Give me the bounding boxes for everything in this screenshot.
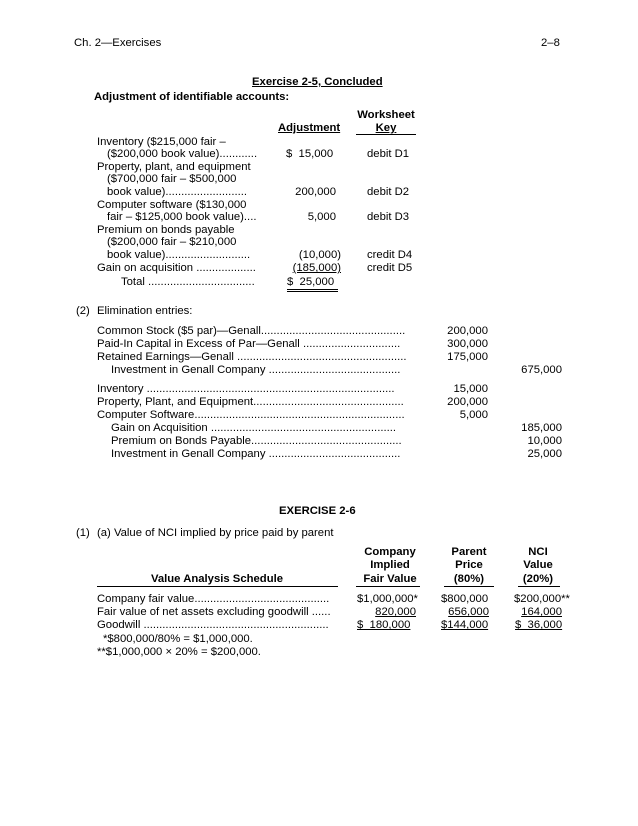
elim-entry-debit: 175,000 <box>447 351 488 363</box>
adj-row-label: ($200,000 book value)............ <box>107 148 258 160</box>
adj-row-key: credit D4 <box>367 249 413 261</box>
col3-header-line2: Value <box>523 559 553 571</box>
schedule-row-c2: $800,000 <box>441 593 489 605</box>
elim-entry-label: Paid-In Capital in Excess of Par—Genall ............................... <box>97 338 401 350</box>
adjustment-subtitle: Adjustment of identifiable accounts: <box>94 91 290 103</box>
col3-header-line1: NCI <box>528 546 548 558</box>
total-underline-2 <box>287 291 338 292</box>
col3-header-line3: (20%) <box>522 573 554 585</box>
adj-total-amount: $ 25,000 <box>287 276 335 288</box>
schedule-row-c1: $1,000,000* <box>357 593 418 605</box>
footnote-1: *$800,000/80% = $1,000,000. <box>103 633 253 645</box>
adj-row-amount: (10,000) <box>298 249 341 261</box>
schedule-row-c3: 164,000 <box>521 606 562 618</box>
adj-row-label: Gain on acquisition ................... <box>97 262 256 274</box>
elim-entry-label: Investment in Genall Company .......................................... <box>111 448 401 460</box>
ex26-item-text: (a) Value of NCI implied by price paid by parent <box>97 527 334 539</box>
elim-entry-credit: 675,000 <box>521 364 562 376</box>
adj-row-label: Premium on bonds payable <box>97 224 235 236</box>
exercise-2-5-title: Exercise 2-5, Concluded <box>252 76 383 88</box>
schedule-row-c3: $200,000** <box>514 593 570 605</box>
elim-entry-label: Inventory ............................................................................... <box>97 383 395 395</box>
adj-row-key: debit D3 <box>367 211 410 223</box>
adj-row-amount: 200,000 <box>295 186 336 198</box>
adj-row-amount: $ 15,000 <box>286 148 334 160</box>
elim-entry-debit: 200,000 <box>447 396 488 408</box>
col2-underline <box>444 586 494 587</box>
schedule-row-label: Company fair value........................................... <box>97 593 330 605</box>
adj-row-label: book value).......................... <box>107 186 248 198</box>
adj-row-label: Property, plant, and equipment <box>97 161 251 173</box>
schedule-row-c2: $144,000 <box>441 619 489 631</box>
adj-row-label: book value)........................... <box>107 249 251 261</box>
col1-header-line1: Company <box>364 546 416 558</box>
adj-row-label: ($200,000 fair – $210,000 <box>107 236 237 248</box>
adj-row-key: credit D5 <box>367 262 413 274</box>
chapter-header: Ch. 2—Exercises <box>74 37 162 49</box>
schedule-underline <box>97 586 338 587</box>
ex26-item-number: (1) <box>76 527 90 539</box>
elim-entry-credit: 185,000 <box>521 422 562 434</box>
adj-row-amount: 5,000 <box>307 211 336 223</box>
schedule-row-c2: 656,000 <box>448 606 489 618</box>
elim-entry-debit: 15,000 <box>453 383 488 395</box>
schedule-row-c3: $ 36,000 <box>515 619 563 631</box>
col1-underline <box>356 586 420 587</box>
col2-header-line1: Parent <box>451 546 487 558</box>
elim-entry-debit: 300,000 <box>447 338 488 350</box>
elim-entry-credit: 25,000 <box>527 448 562 460</box>
elim-entry-label: Retained Earnings—Genall ...................................................... <box>97 351 407 363</box>
adj-row-key: debit D1 <box>367 148 410 160</box>
adj-row-label: Inventory ($215,000 fair – <box>97 136 226 148</box>
exercise-2-6-title: EXERCISE 2-6 <box>279 505 356 517</box>
worksheet-header-line2: Key <box>375 122 397 134</box>
adj-total-label: Total .................................. <box>121 276 255 288</box>
adj-row-label: Computer software ($130,000 <box>97 199 247 211</box>
elim-entry-label: Computer Software................................................................... <box>97 409 405 421</box>
adjustment-header: Adjustment <box>278 122 341 134</box>
schedule-row-c1: $ 180,000 <box>357 619 411 631</box>
elim-number: (2) <box>76 305 90 317</box>
page-number: 2–8 <box>541 37 560 49</box>
col1-header-line2: Implied <box>370 559 410 571</box>
schedule-label: Value Analysis Schedule <box>150 573 284 585</box>
worksheet-header-line1: Worksheet <box>357 109 415 121</box>
schedule-row-label: Fair value of net assets excluding goodwill ...... <box>97 606 331 618</box>
schedule-row-c1: 820,000 <box>375 606 416 618</box>
elim-entry-label: Common Stock ($5 par)—Genall.............................................. <box>97 325 406 337</box>
col3-underline <box>518 586 560 587</box>
elim-heading: Elimination entries: <box>97 305 193 317</box>
adj-row-amount: (185,000) <box>292 262 341 274</box>
col1-header-line3: Fair Value <box>363 573 417 585</box>
col2-header-line3: (80%) <box>453 573 485 585</box>
elim-entry-debit: 5,000 <box>459 409 488 421</box>
elim-entry-label: Gain on Acquisition ........................................................... <box>111 422 397 434</box>
col2-header-line2: Price <box>455 559 483 571</box>
elim-entry-credit: 10,000 <box>527 435 562 447</box>
elim-entry-label: Investment in Genall Company .......................................... <box>111 364 401 376</box>
schedule-row-label: Goodwill ........................................................... <box>97 619 329 631</box>
key-underline <box>356 134 416 135</box>
adj-row-key: debit D2 <box>367 186 410 198</box>
elim-entry-label: Premium on Bonds Payable................................................ <box>111 435 402 447</box>
elim-entry-label: Property, Plant, and Equipment................................................ <box>97 396 404 408</box>
footnote-2: **$1,000,000 × 20% = $200,000. <box>97 646 261 658</box>
adj-row-label: ($700,000 fair – $500,000 <box>107 173 237 185</box>
adj-row-label: fair – $125,000 book value).... <box>107 211 257 223</box>
total-underline-1 <box>287 289 338 290</box>
elim-entry-debit: 200,000 <box>447 325 488 337</box>
